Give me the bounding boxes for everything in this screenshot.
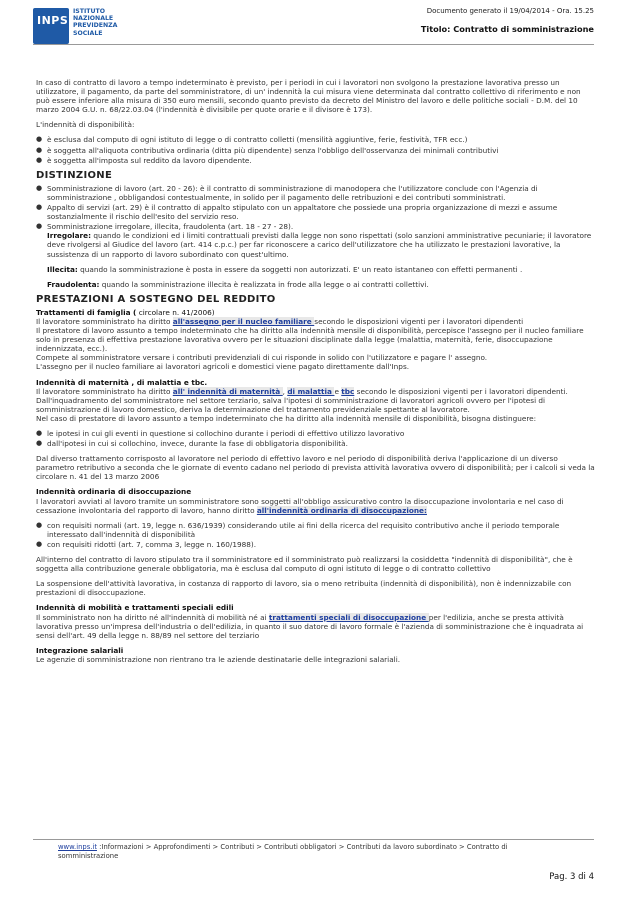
- mobilita-p1: Il somministrato non ha diritto né all'indennità di mobilità né ai trattamenti speciali di disoccupazione per l'edilizia, anche se presta attività lavorativa presso un'impresa dell'industria o dell'edilizia, in quanto il suo datore di lavoro formale è l'azienda di somministrazione che è inquadrata ai sensi dell'art. 49 della legge n. 88/89 nel settore del terziario: [36, 612, 584, 640]
- logo-box: [33, 8, 69, 44]
- disoccupazione-p1: I lavoratori avviati al lavoro tramite un somministratore sono soggetti all'obbligo assicurativo contro la disoccupazione involontaria e nel caso di cessazione involontaria del rapporto di lavoro, hanno diritto all'indennità ordinaria di disoccupazione:: [36, 496, 564, 515]
- logo-line: SOCIALE: [73, 29, 103, 37]
- bullet-icon: ●: [36, 183, 43, 192]
- disoccupazione-list: [36, 521, 596, 549]
- disoccupazione-link[interactable]: all'indennità ordinaria di disoccupazione:: [256, 505, 427, 515]
- prestazioni-heading: PRESTAZIONI A SOSTEGNO DEL REDDITO: [36, 293, 276, 305]
- famiglia-p1: Il lavoratore somministrato ha diritto all'assegno per il nucleo familiare secondo le disposizioni vigenti per i lavoratori dipendenti: [36, 316, 524, 326]
- bullet-icon: ●: [36, 203, 43, 212]
- irregolare-label: Irregolare:: [47, 231, 91, 241]
- list-item: ● Somministrazione di lavoro (art. 20 - 26): è il contratto di somministrazione di manodopera che l'utilizzatore conclude con l'Agenzia di somministrazione , obbligandosi contestualmente, in solido per il pagamento delle retribuzioni e dei contributi somministrati.: [36, 183, 538, 202]
- maternita-list: [36, 429, 596, 448]
- famiglia-p3: Compete al somministratore versare i contributi previdenziali di cui risponde in solido con l'utilizzatore e pagare l' assegno.: [36, 353, 488, 363]
- maternita-p1: Il lavoratore somministrato ha diritto all' indennità di maternità , di malattia e tbc secondo le disposizioni vigenti per i lavoratori dipendenti.: [36, 386, 568, 396]
- indennita-label: L'indennità di disponibilità:: [36, 120, 135, 130]
- bullet-icon: ●: [36, 520, 43, 529]
- list-item: ● Appalto di servizi (art. 29) è il contratto di appalto stipulato con un appaltatore che possiede una propria organizzazione di mezzi e assume sostanzialmente il rischio dell'esito del servizio reso.: [36, 203, 558, 222]
- list-item: ● è esclusa dal computo di ogni istituto di legge o di contratto colletti (mensilità aggiuntive, ferie, festività, TFR ecc.): [36, 135, 468, 145]
- maternita-p4: Dal diverso trattamento corrisposto al lavoratore nel periodo di effettivo lavoro e nel periodo di disponibilità deriva l'applicazione di un diverso parametro retributivo a seconda che le giornate di evento cadano nel periodo di prevista attività lavorativa ovvero di disponibilità; per i calcoli si veda la circolare n. 41 del 13 marzo 2006: [36, 454, 595, 482]
- distinzione-heading: DISTINZIONE: [36, 169, 113, 181]
- site-link[interactable]: www.inps.it: [58, 843, 97, 851]
- page-content: [36, 78, 596, 664]
- bullet-icon: ●: [36, 222, 43, 231]
- maternita-p2: Dall'inquadramento del somministratore nel settore terziario, salva l'ipotesi di somministrazione di lavoratori agricoli ovvero per l'ipotesi di somministrazione di lavoro domestico, deriva la determinazione del trattamento previdenziale spettante al lavoratore.: [36, 395, 546, 414]
- logo-line: ISTITUTO: [73, 8, 106, 15]
- disoccupazione-title: Indennità ordinaria di disoccupazione: [36, 487, 192, 497]
- bullet-icon: ●: [36, 135, 43, 144]
- list-item: ● con requisiti ridotti (art. 7, comma 3, legge n. 160/1988).: [36, 539, 257, 549]
- malattia-link[interactable]: di malattia: [287, 386, 335, 396]
- indennita-list: [36, 135, 596, 164]
- bullet-icon: ●: [36, 155, 43, 164]
- generation-info: Documento generato il 19/04/2014 - Ora. 15.25: [426, 7, 594, 15]
- famiglia-p2: Il prestatore di lavoro assunto a tempo indeterminato che ha diritto alla indennità mensile di disponibilità, percepisce l'assegno per il nucleo familiare solo in presenza di effettiva prestazione lavorativa ovvero per le situazioni disciplinate dalla legge (malattia, maternità, ferie, disoccupazione indennizzata, ecc.).: [36, 326, 584, 354]
- maternita-p3: Nel caso di prestatore di lavoro assunto a tempo indeterminato che ha diritto alla indennità mensile di disponibilità, bisogna distinguere:: [36, 413, 537, 423]
- logo-line: NAZIONALE: [73, 15, 114, 23]
- intro-paragraph: In caso di contratto di lavoro a tempo indeterminato è previsto, per i periodi in cui i lavoratori non svolgono la prestazione lavorativa presso un utilizzatore, il pagamento, da parte del somministratore, di un' indennità la cui misura viene determinata dal contratto collettivo di riferimento e non può essere inferiore alla misura di 350 euro mensili, secondo quanto previsto da decreto del Ministro del lavoro e delle politiche sociali - D.M. del 10 marzo 2004 G.U. n. 68/22.03.04 (l'indennità è divisibile per quote orarie e il divisore è 173).: [36, 78, 581, 115]
- list-item: ● è soggetta all'aliquota contributiva ordinaria (ditta più dipendente) senza l'obbligo dell'osservanza dei minimali contributivi: [36, 145, 499, 155]
- list-item: ● Somministrazione irregolare, illecita, fraudolenta (art. 18 - 27 - 28). Irregolare: quando le condizioni ed i limiti contrattuali previsti dalla legge non sono rispettati (solo sanzioni amministrative pecuniarie; il lavoratore deve rivolgersi al Giudice del lavoro (art. 414 c.p.c.) per far riconoscere a carico dell'utilizzatore che ha utilizzato le prestazioni lavorative, la sussistenza di un rapporto di lavoro subordinato con quest'ultimo.: [36, 222, 592, 259]
- footer-divider: [33, 839, 594, 840]
- page-number: Pag. 3 di 4: [549, 872, 594, 882]
- mobilita-title: Indennità di mobilità e trattamenti speciali edili: [36, 603, 234, 613]
- disoccupazione-p3: La sospensione dell'attività lavorativa, in costanza di rapporto di lavoro, sia o meno retribuita (indennità di disponibilità), non è indennizzabile con prestazioni di disoccupazione.: [36, 579, 572, 598]
- fraudolenta-paragraph: Fraudolenta: quando la somministrazione illecita è realizzata in frode alla legge o ai contratti collettivi.: [47, 279, 429, 289]
- maternita-title: Indennità di maternità , di malattia e tbc.: [36, 377, 208, 387]
- maternita-link[interactable]: all' indennità di maternità: [172, 386, 283, 396]
- logo-line: PREVIDENZA: [73, 22, 118, 30]
- famiglia-p4: L'assegno per il nucleo familiare ai lavoratori agricoli e domestici viene pagato direttamente dall'Inps.: [36, 362, 410, 372]
- logo-text: [73, 8, 117, 37]
- document-title: Titolo: Contratto di somministrazione: [420, 24, 594, 34]
- list-item: ● le ipotesi in cui gli eventi in questione si collochino durante i periodi di effettivo utilizzo lavorativo: [36, 429, 405, 438]
- bullet-icon: ●: [36, 429, 43, 437]
- bullet-icon: ●: [36, 145, 43, 154]
- integrazione-text: Le agenzie di somministrazione non rientrano tra le aziende destinatarie delle integrazioni salariali.: [36, 654, 401, 664]
- header-divider: [33, 44, 594, 45]
- illecita-paragraph: Illecita: quando la somministrazione è posta in essere da soggetti non autorizzati. E' un reato istantaneo con effetti permanenti .: [47, 264, 523, 274]
- bullet-icon: ●: [36, 439, 43, 448]
- integrazione-title: Integrazione salariali: [36, 645, 124, 655]
- irregolare-text: quando le condizioni ed i limiti contrattuali previsti dalla legge non sono rispettati (solo sanzioni amministrative pecuniarie; il lavoratore deve rivolgersi al Giudice del lavoro (art. 414 c.p.c.) per far riconoscere a carico dell'utilizzatore che ha utilizzato le prestazioni lavorative, la sussistenza di un rapporto di lavoro subordinato con quest'ultimo.: [47, 231, 592, 259]
- trattamenti-speciali-link[interactable]: trattamenti speciali di disoccupazione: [268, 612, 429, 622]
- assegno-nucleo-link[interactable]: all'assegno per il nucleo familiare: [172, 316, 315, 326]
- tbc-link[interactable]: tbc: [341, 386, 355, 396]
- list-item: ● è soggetta all'imposta sul reddito da lavoro dipendente.: [36, 155, 252, 165]
- inps-logo: [33, 8, 153, 44]
- bullet-icon: ●: [36, 539, 43, 548]
- disoccupazione-p2: All'interno del contratto di lavoro stipulato tra il somministratore ed il somministrato può realizzarsi la cosiddetta "indennità di disponibilità", che è soggetta alla contribuzione generale obbligatoria, ma è esclusa dal computo di ogni istituto di legge o di contratto collettivo: [36, 555, 573, 574]
- list-item: ● dall'ipotesi in cui si collochino, invece, durante la fase di obbligatoria disponibilità.: [36, 439, 348, 449]
- list-item: ● con requisiti normali (art. 19, legge n. 636/1939) considerando utile ai fini della ricerca del requisito contributivo anche il periodo temporale interessato dall'indennità di disponibilità: [36, 520, 560, 539]
- distinzione-list: [36, 184, 596, 259]
- logo-mark: INPS: [37, 14, 69, 27]
- famiglia-title: Trattamenti di famiglia ( circolare n. 41/2006): [36, 307, 215, 317]
- footer-breadcrumb: www.inps.it :Informazioni > Approfondimenti > Contributi > Contributi obbligatori > Contributi da lavoro subordinato > Contratto di somministrazione: [58, 843, 508, 860]
